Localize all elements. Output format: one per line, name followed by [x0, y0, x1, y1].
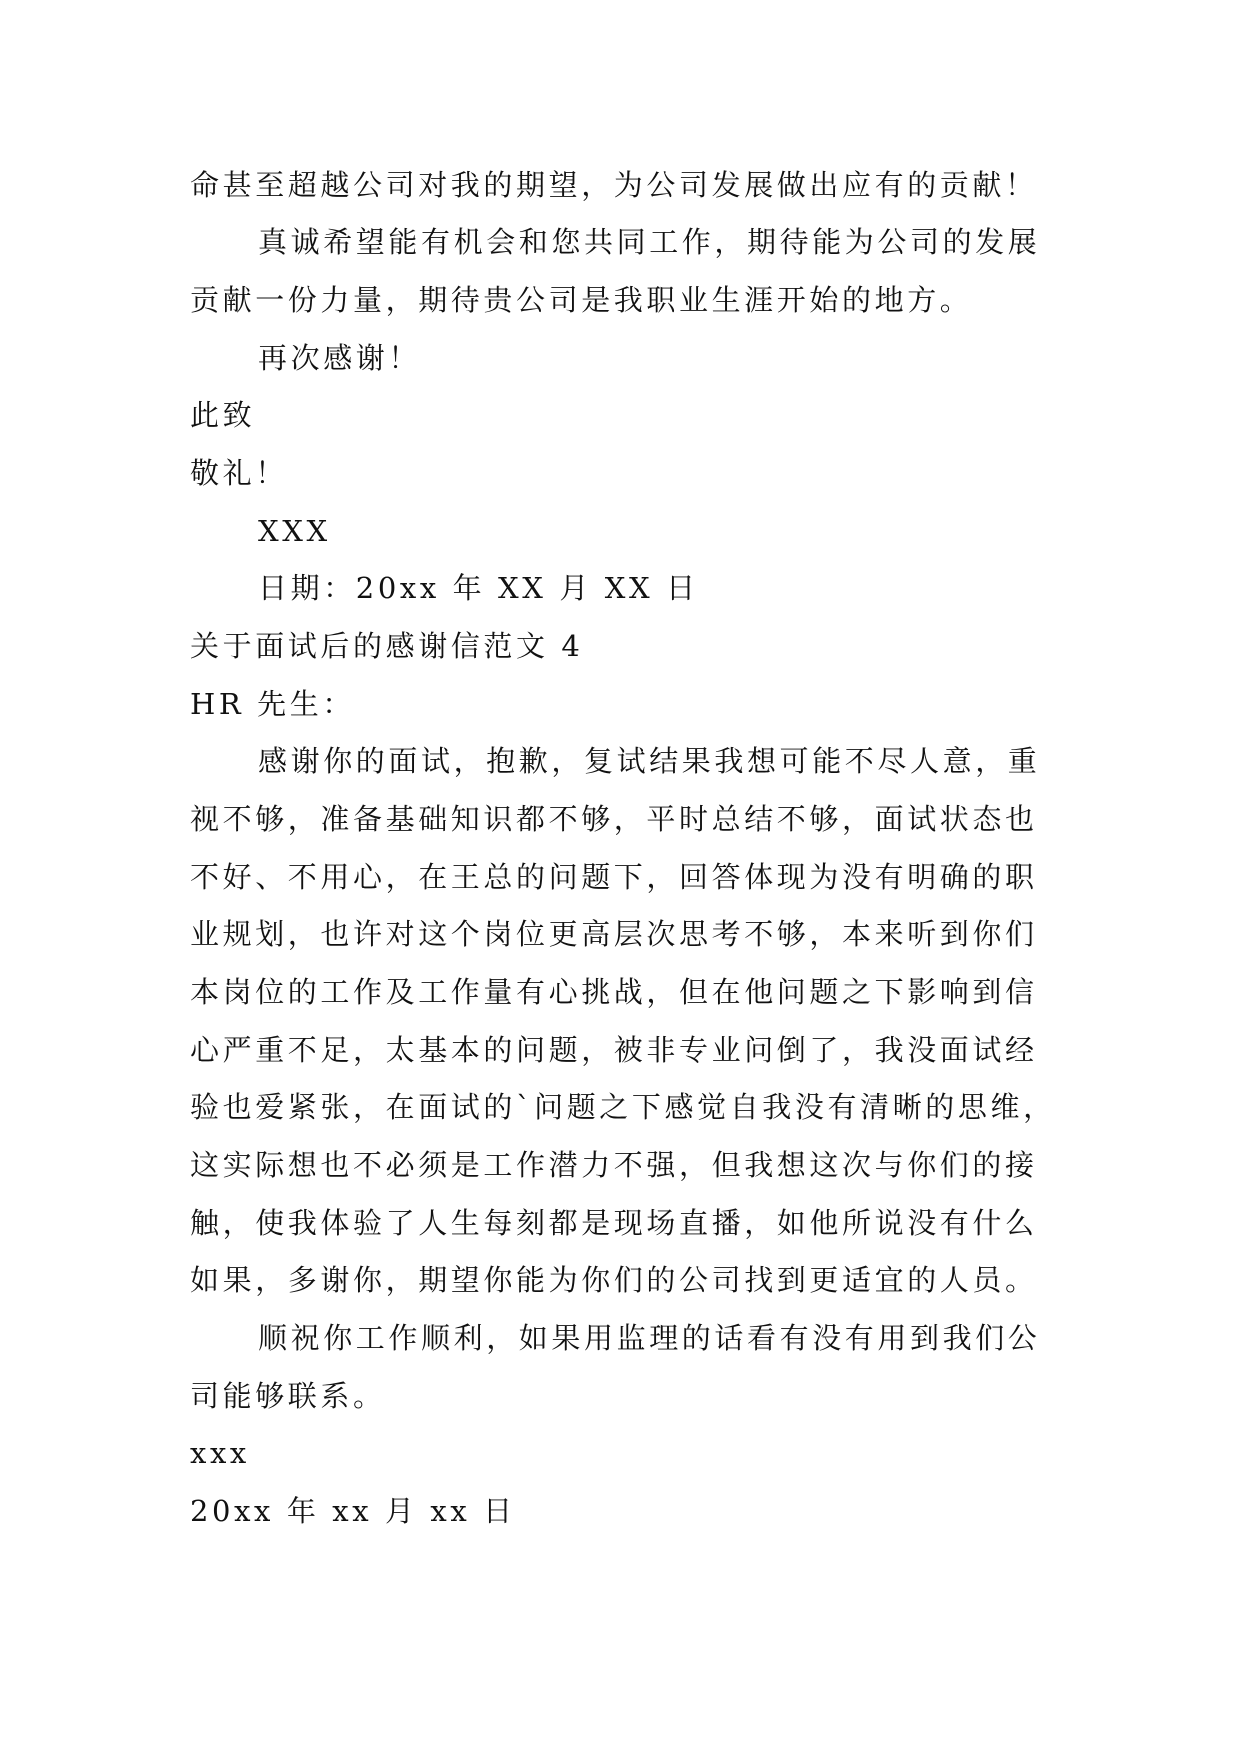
- text-line: 验也爱紧张，在面试的`问题之下感觉自我没有清晰的思维，: [190, 1090, 1056, 1124]
- text-line: 本岗位的工作及工作量有心挑战，但在他问题之下影响到信: [190, 975, 1038, 1009]
- text-line: 命甚至超越公司对我的期望，为公司发展做出应有的贡献！: [190, 168, 1038, 202]
- text-line: 不好、不用心，在王总的问题下，回答体现为没有明确的职: [190, 860, 1038, 894]
- date-line: 20xx 年 xx 月 xx 日: [190, 1494, 516, 1528]
- salutation: HR 先生：: [190, 687, 355, 721]
- text-line: 再次感谢！: [258, 341, 422, 375]
- text-line: 顺祝你工作顺利，如果用监理的话看有没有用到我们公: [258, 1321, 1041, 1355]
- signature: xxx: [190, 1436, 250, 1470]
- text-line: 贡献一份力量，期待贵公司是我职业生涯开始的地方。: [190, 283, 973, 317]
- text-line: 这实际想也不必须是工作潜力不强，但我想这次与你们的接: [190, 1148, 1038, 1182]
- text-line: 业规划，也许对这个岗位更高层次思考不够，本来听到你们: [190, 917, 1038, 951]
- text-line: 真诚希望能有机会和您共同工作，期待能为公司的发展: [258, 225, 1041, 259]
- section-title: 关于面试后的感谢信范文 4: [190, 629, 584, 663]
- text-line: 敬礼！: [190, 456, 288, 490]
- text-line: 心严重不足，太基本的问题，被非专业问倒了，我没面试经: [190, 1033, 1038, 1067]
- text-line: 感谢你的面试，抱歉，复试结果我想可能不尽人意，重: [258, 744, 1041, 778]
- text-line: 日期：20xx 年 XX 月 XX 日: [258, 571, 699, 605]
- text-line: 触，使我体验了人生每刻都是现场直播，如他所说没有什么: [190, 1206, 1038, 1240]
- text-line: 视不够，准备基础知识都不够，平时总结不够，面试状态也: [190, 802, 1038, 836]
- text-line: 此致: [190, 398, 256, 432]
- text-line: XXX: [258, 514, 331, 548]
- text-line: 如果，多谢你，期望你能为你们的公司找到更适宜的人员。: [190, 1263, 1038, 1297]
- text-line: 司能够联系。: [190, 1379, 386, 1413]
